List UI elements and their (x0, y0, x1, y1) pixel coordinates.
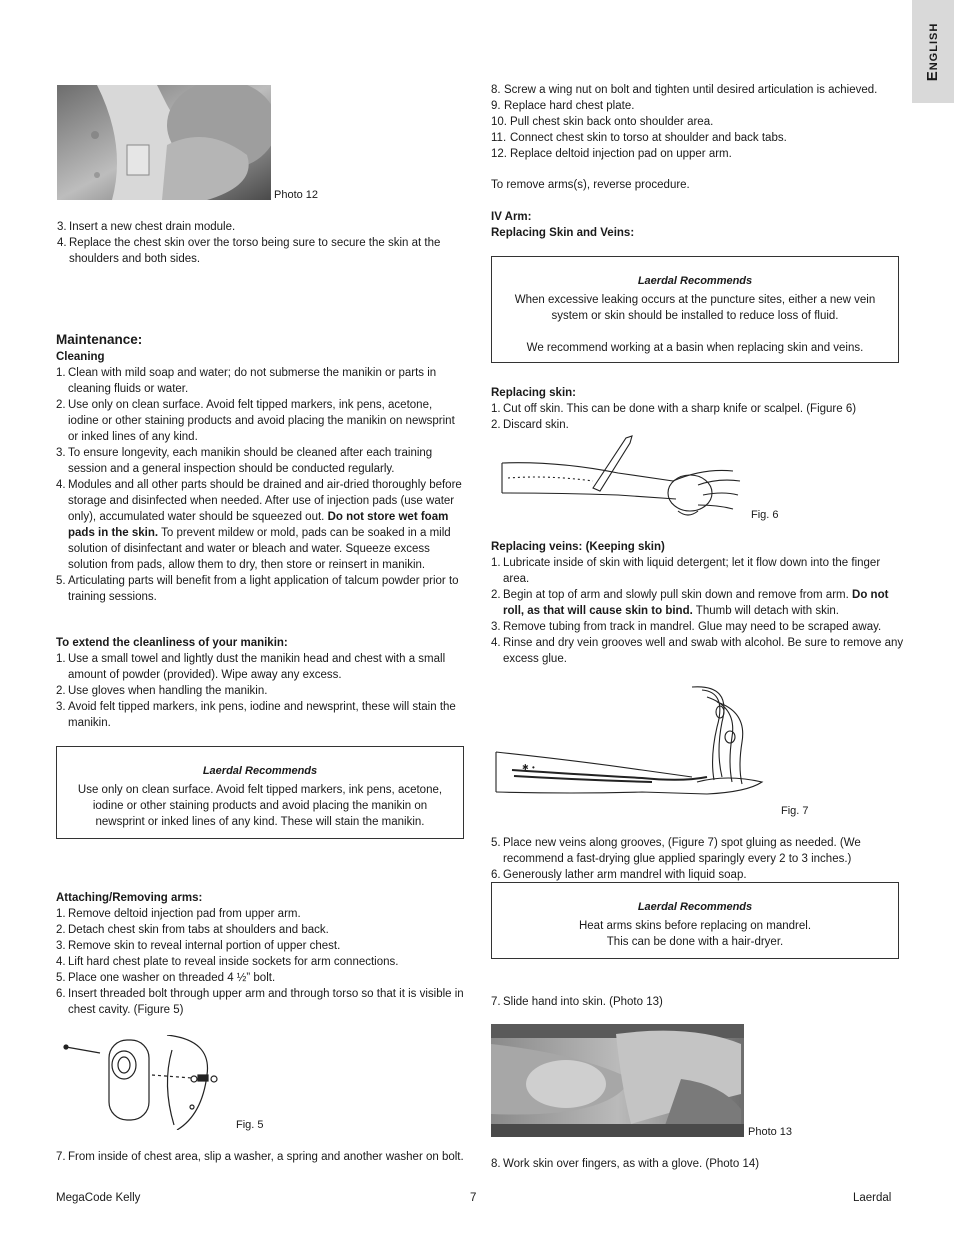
photo-12-caption: Photo 12 (274, 189, 319, 201)
figure-6 (498, 433, 743, 523)
skin-list (491, 401, 906, 433)
photo-13-caption: Photo 13 (748, 1126, 793, 1138)
list-item: 2. Discard skin. (491, 419, 569, 431)
footer-brand: Laerdal (853, 1192, 892, 1204)
photo-13 (491, 1024, 744, 1137)
extend-heading: To extend the cleanliness of your manikin: (56, 637, 288, 649)
list-item: 6. Insert threaded bolt through upper arm and through torso so that it is visible in chest cavity. (Figure 5) (56, 988, 464, 1016)
recommend-title: Laerdal Recommends (637, 275, 753, 287)
list-item: 3. Avoid felt tipped markers, ink pens, iodine and newsprint, these will stain the manikin. (56, 701, 456, 729)
reverse-note: To remove arms(s), reverse procedure. (491, 179, 690, 191)
list-item: 4. Lift hard chest plate to reveal inside sockets for arm connections. (56, 956, 399, 968)
list-item: 1. Lubricate inside of skin with liquid detergent; let it flow down into the finger area. (491, 557, 881, 585)
list-item: 8. Work skin over fingers, as with a glove. (Photo 14) (491, 1158, 760, 1170)
replacing-veins-heading: Replacing veins: (Keeping skin) (491, 541, 665, 553)
list-item: 6. Generously lather arm mandrel with liquid soap. (491, 869, 747, 881)
recommend-title: Laerdal Recommends (202, 765, 318, 777)
list-item: 3. Insert a new chest drain module. (57, 221, 236, 233)
recommend-box-iv (491, 256, 899, 363)
list-item: 2. Begin at top of arm and slowly pull skin down and remove from arm. Do not roll, as that will cause skin to bind. Thumb will detach with skin. (491, 589, 889, 617)
list-item: 11. Connect chest skin to torso at shoulder and back tabs. (491, 132, 787, 144)
footer-product: MegaCode Kelly (56, 1192, 141, 1204)
list-item: 2. Detach chest skin from tabs at shoulders and back. (56, 924, 329, 936)
recommend-body: Use only on clean surface. Avoid felt tipped markers, ink pens, acetone, iodine or other staining products and avoid placing the manikin on newsprint or inked lines of any kind. These will stain the manikin. (77, 784, 443, 828)
svg-text:✱: ✱ (522, 763, 529, 772)
recommend-title: Laerdal Recommends (637, 901, 753, 913)
recommend-line: Heat arms skins before replacing on mandrel. (578, 920, 812, 932)
list-item: 8. Screw a wing nut on bolt and tighten until desired articulation is achieved. (491, 84, 878, 96)
list-item: 9. Replace hard chest plate. (491, 100, 635, 112)
veins-step-8 (491, 1156, 906, 1172)
veins-list-continued (491, 835, 906, 883)
list-item: 1. Cut off skin. This can be done with a sharp knife or scalpel. (Figure 6) (491, 403, 857, 415)
list-item: 1. Clean with mild soap and water; do not submerse the manikin or parts in cleaning fluids or water. (56, 367, 437, 395)
list-item: 2. Use only on clean surface. Avoid felt tipped markers, ink pens, acetone, iodine or other staining products and avoid placing the manikin on newsprint or inked lines of any kind. (56, 399, 455, 443)
arms-list-continued (491, 82, 906, 162)
extend-list (56, 651, 466, 731)
photo-12 (57, 85, 271, 200)
language-label: English (924, 22, 941, 81)
replacing-skin-heading: Replacing skin: (491, 387, 576, 399)
svg-text:•: • (532, 763, 535, 772)
arms-list (56, 906, 466, 1018)
language-tab (912, 0, 954, 103)
list-item: 4. Replace the chest skin over the torso being sure to secure the skin at the shoulders and both sides. (57, 237, 441, 265)
list-item: 7. From inside of chest area, slip a washer, a spring and another washer on bolt. (56, 1151, 464, 1163)
recommend-box-cleaning (56, 746, 464, 839)
cleaning-list (56, 365, 466, 605)
list-item: 10. Pull chest skin back onto shoulder area. (491, 116, 714, 128)
figure-7 (492, 682, 770, 807)
veins-list (491, 555, 906, 667)
arms-step-7 (56, 1149, 466, 1165)
list-item: 2. Use gloves when handling the manikin. (56, 685, 268, 697)
cleaning-heading: Cleaning (56, 351, 105, 363)
list-item: 5. Articulating parts will benefit from a light application of talcum powder prior to training sessions. (56, 575, 459, 603)
list-item: 4. Rinse and dry vein grooves well and swab with alcohol. Be sure to remove any excess glue. (491, 637, 904, 665)
recommend-line: We recommend working at a basin when replacing skin and veins. (526, 342, 864, 354)
list-item: 7. Slide hand into skin. (Photo 13) (491, 996, 663, 1008)
recommend-line: This can be done with a hair-dryer. (606, 936, 784, 948)
fig-6-caption: Fig. 6 (751, 509, 779, 521)
fig-5-caption: Fig. 5 (236, 1119, 264, 1131)
steps-chest (57, 219, 467, 267)
recommend-box-heat (491, 882, 899, 959)
list-item: 3. To ensure longevity, each manikin should be cleaned after each training session and a general inspection should be conducted regularly. (56, 447, 433, 475)
list-item: 3. Remove tubing from track in mandrel. Glue may need to be scraped away. (491, 621, 882, 633)
maintenance-heading: Maintenance: (56, 332, 143, 347)
list-item: 4. Modules and all other parts should be drained and air-dried thoroughly before storage and disinfected when needed. After use of injection pads (use water only), accumulated water should be squeezed out. Do not store wet foam pads in the skin. To prevent mildew or mold, pads can be soaked in a mild solution of disinfectant and water or bleach and water. Squeeze excess solution from pads, allow them to dry, then store or reinsert in manikin. (56, 479, 462, 571)
veins-step-7 (491, 994, 906, 1010)
list-item: 12. Replace deltoid injection pad on upper arm. (491, 148, 732, 160)
arms-heading: Attaching/Removing arms: (56, 892, 203, 904)
list-item: 1. Remove deltoid injection pad from upper arm. (56, 908, 301, 920)
list-item: 1. Use a small towel and lightly dust the manikin head and chest with a small amount of powder (provided). Wipe away any excess. (56, 653, 446, 681)
list-item: 5. Place new veins along grooves, (Figure 7) spot gluing as needed. (We recommend a fast-drying glue applied sparingly every 2 to 3 inches.) (491, 837, 861, 865)
iv-heading: IV Arm: (491, 211, 532, 223)
page-number: 7 (470, 1192, 477, 1204)
recommend-line: When excessive leaking occurs at the puncture sites, either a new vein system or skin should be installed to reduce loss of fluid. (514, 294, 876, 322)
list-item: 3. Remove skin to reveal internal portion of upper chest. (56, 940, 341, 952)
list-item: 5. Place one washer on threaded 4 ½” bolt. (56, 972, 276, 984)
iv-subheading: Replacing Skin and Veins: (491, 227, 635, 239)
fig-7-caption: Fig. 7 (781, 805, 809, 817)
figure-5 (62, 1035, 232, 1130)
